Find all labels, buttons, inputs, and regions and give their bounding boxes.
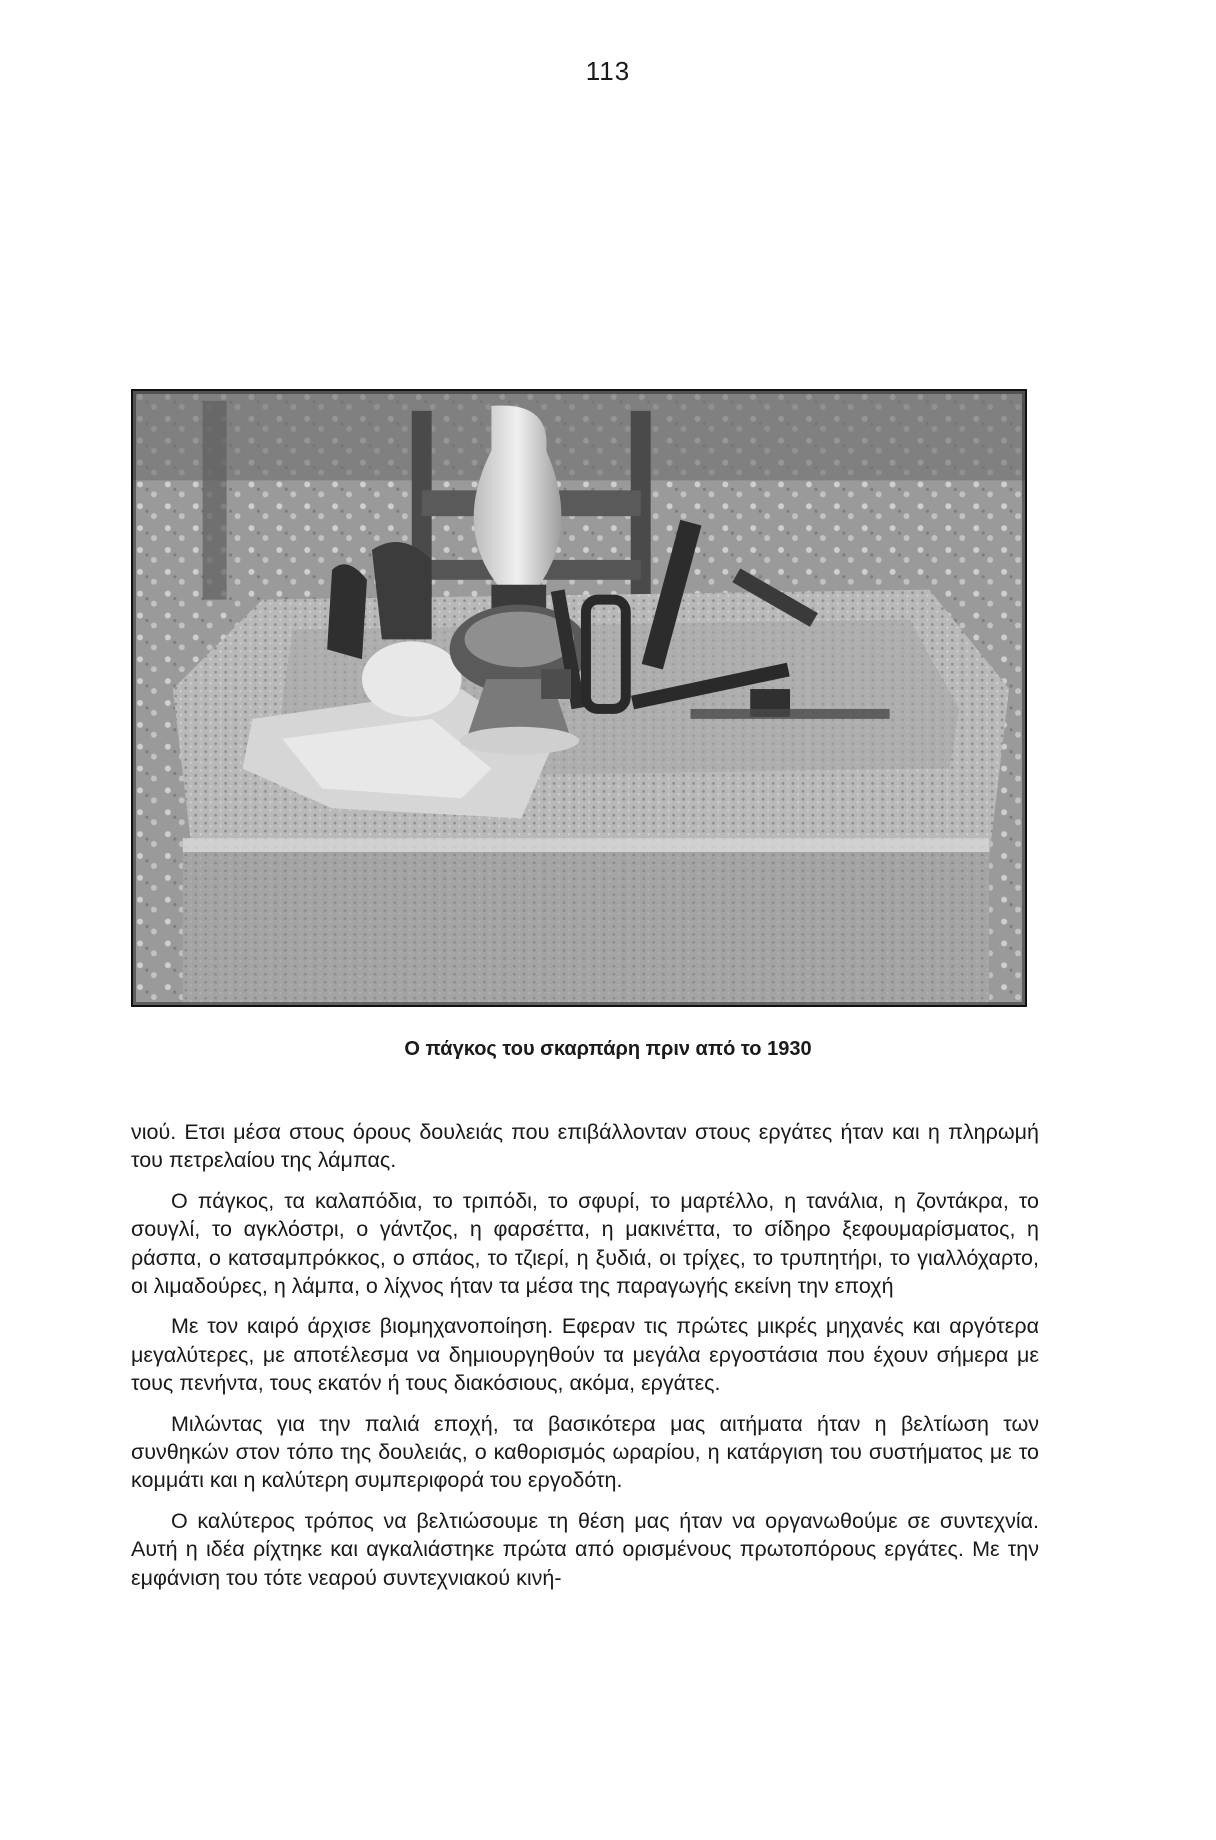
- workbench-photo: [131, 389, 1027, 1007]
- workbench-photo-illustration: [133, 391, 1025, 1005]
- paragraph-tools-list: Ο πάγκος, τα καλαπόδια, το τριπόδι, το σφυρί, το μαρτέλλο, η τανάλια, η ζοντάκρα, το σουγλί, το αγκλόστρι, ο γάντζος, η φαρσέττα, η μακινέττα, το σίδηρο ξεφουμαρίσματος, η ράσπα, ο κατσαμπρόκκος, ο σπάος, το τζιερί, η ξυδιά, οι τρίχες, το τρυπητήρι, το γιαλλόχαρτο, οι λιμαδούρες, η λάμπα, ο λίχνος ήταν τα μέσα της παραγωγής εκείνη την εποχή: [131, 1188, 1039, 1299]
- paragraph-union: Ο καλύτερος τρόπος να βελτιώσουμε τη θέση μας ήταν να οργανωθούμε σε συντεχνία. Αυτή η ιδέα ρίχτηκε και αγκαλιάστηκε πρώτα από ορισμένους πρωτοπόρους εργάτες. Με την εμφάνιση του τότε νεαρού συντεχνιακού κινή-: [131, 1508, 1039, 1590]
- figure-caption: Ο πάγκος του σκαρπάρη πριν από το 1930: [404, 1038, 812, 1060]
- paragraph-continuation: νιού. Ετσι μέσα στους όρους δουλειάς που επιβάλλονταν στους εργάτες ήταν και η πληρωμή του πετρελαίου της λάμπας.: [131, 1120, 1039, 1173]
- body-text: [131, 1118, 1039, 1604]
- paragraph-demands: Μιλώντας για την παλιά εποχή, τα βασικότερα μας αιτήματα ήταν η βελτίωση των συνθηκών στον τόπο της δουλειάς, ο καθορισμός ωραρίου, η κατάργιση του συστήματος με το κομμάτι και η καλύτερη συμπεριφορά του εργοδότη.: [131, 1411, 1039, 1493]
- paragraph-industrialization: Με τον καιρό άρχισε βιομηχανοποίηση. Εφεραν τις πρώτες μικρές μηχανές και αργότερα μεγαλύτερες, με αποτέλεσμα να δημιουργηθούν τα μεγάλα εργοστάσια που έχουν σήμερα με τους πενήντα, τους εκατόν ή τους διακόσιους, ακόμα, εργάτες.: [131, 1314, 1039, 1396]
- tool-cup: [541, 669, 571, 699]
- glue-pot: [362, 641, 462, 717]
- shoe-last: [372, 542, 432, 639]
- page-number: 113: [585, 56, 631, 86]
